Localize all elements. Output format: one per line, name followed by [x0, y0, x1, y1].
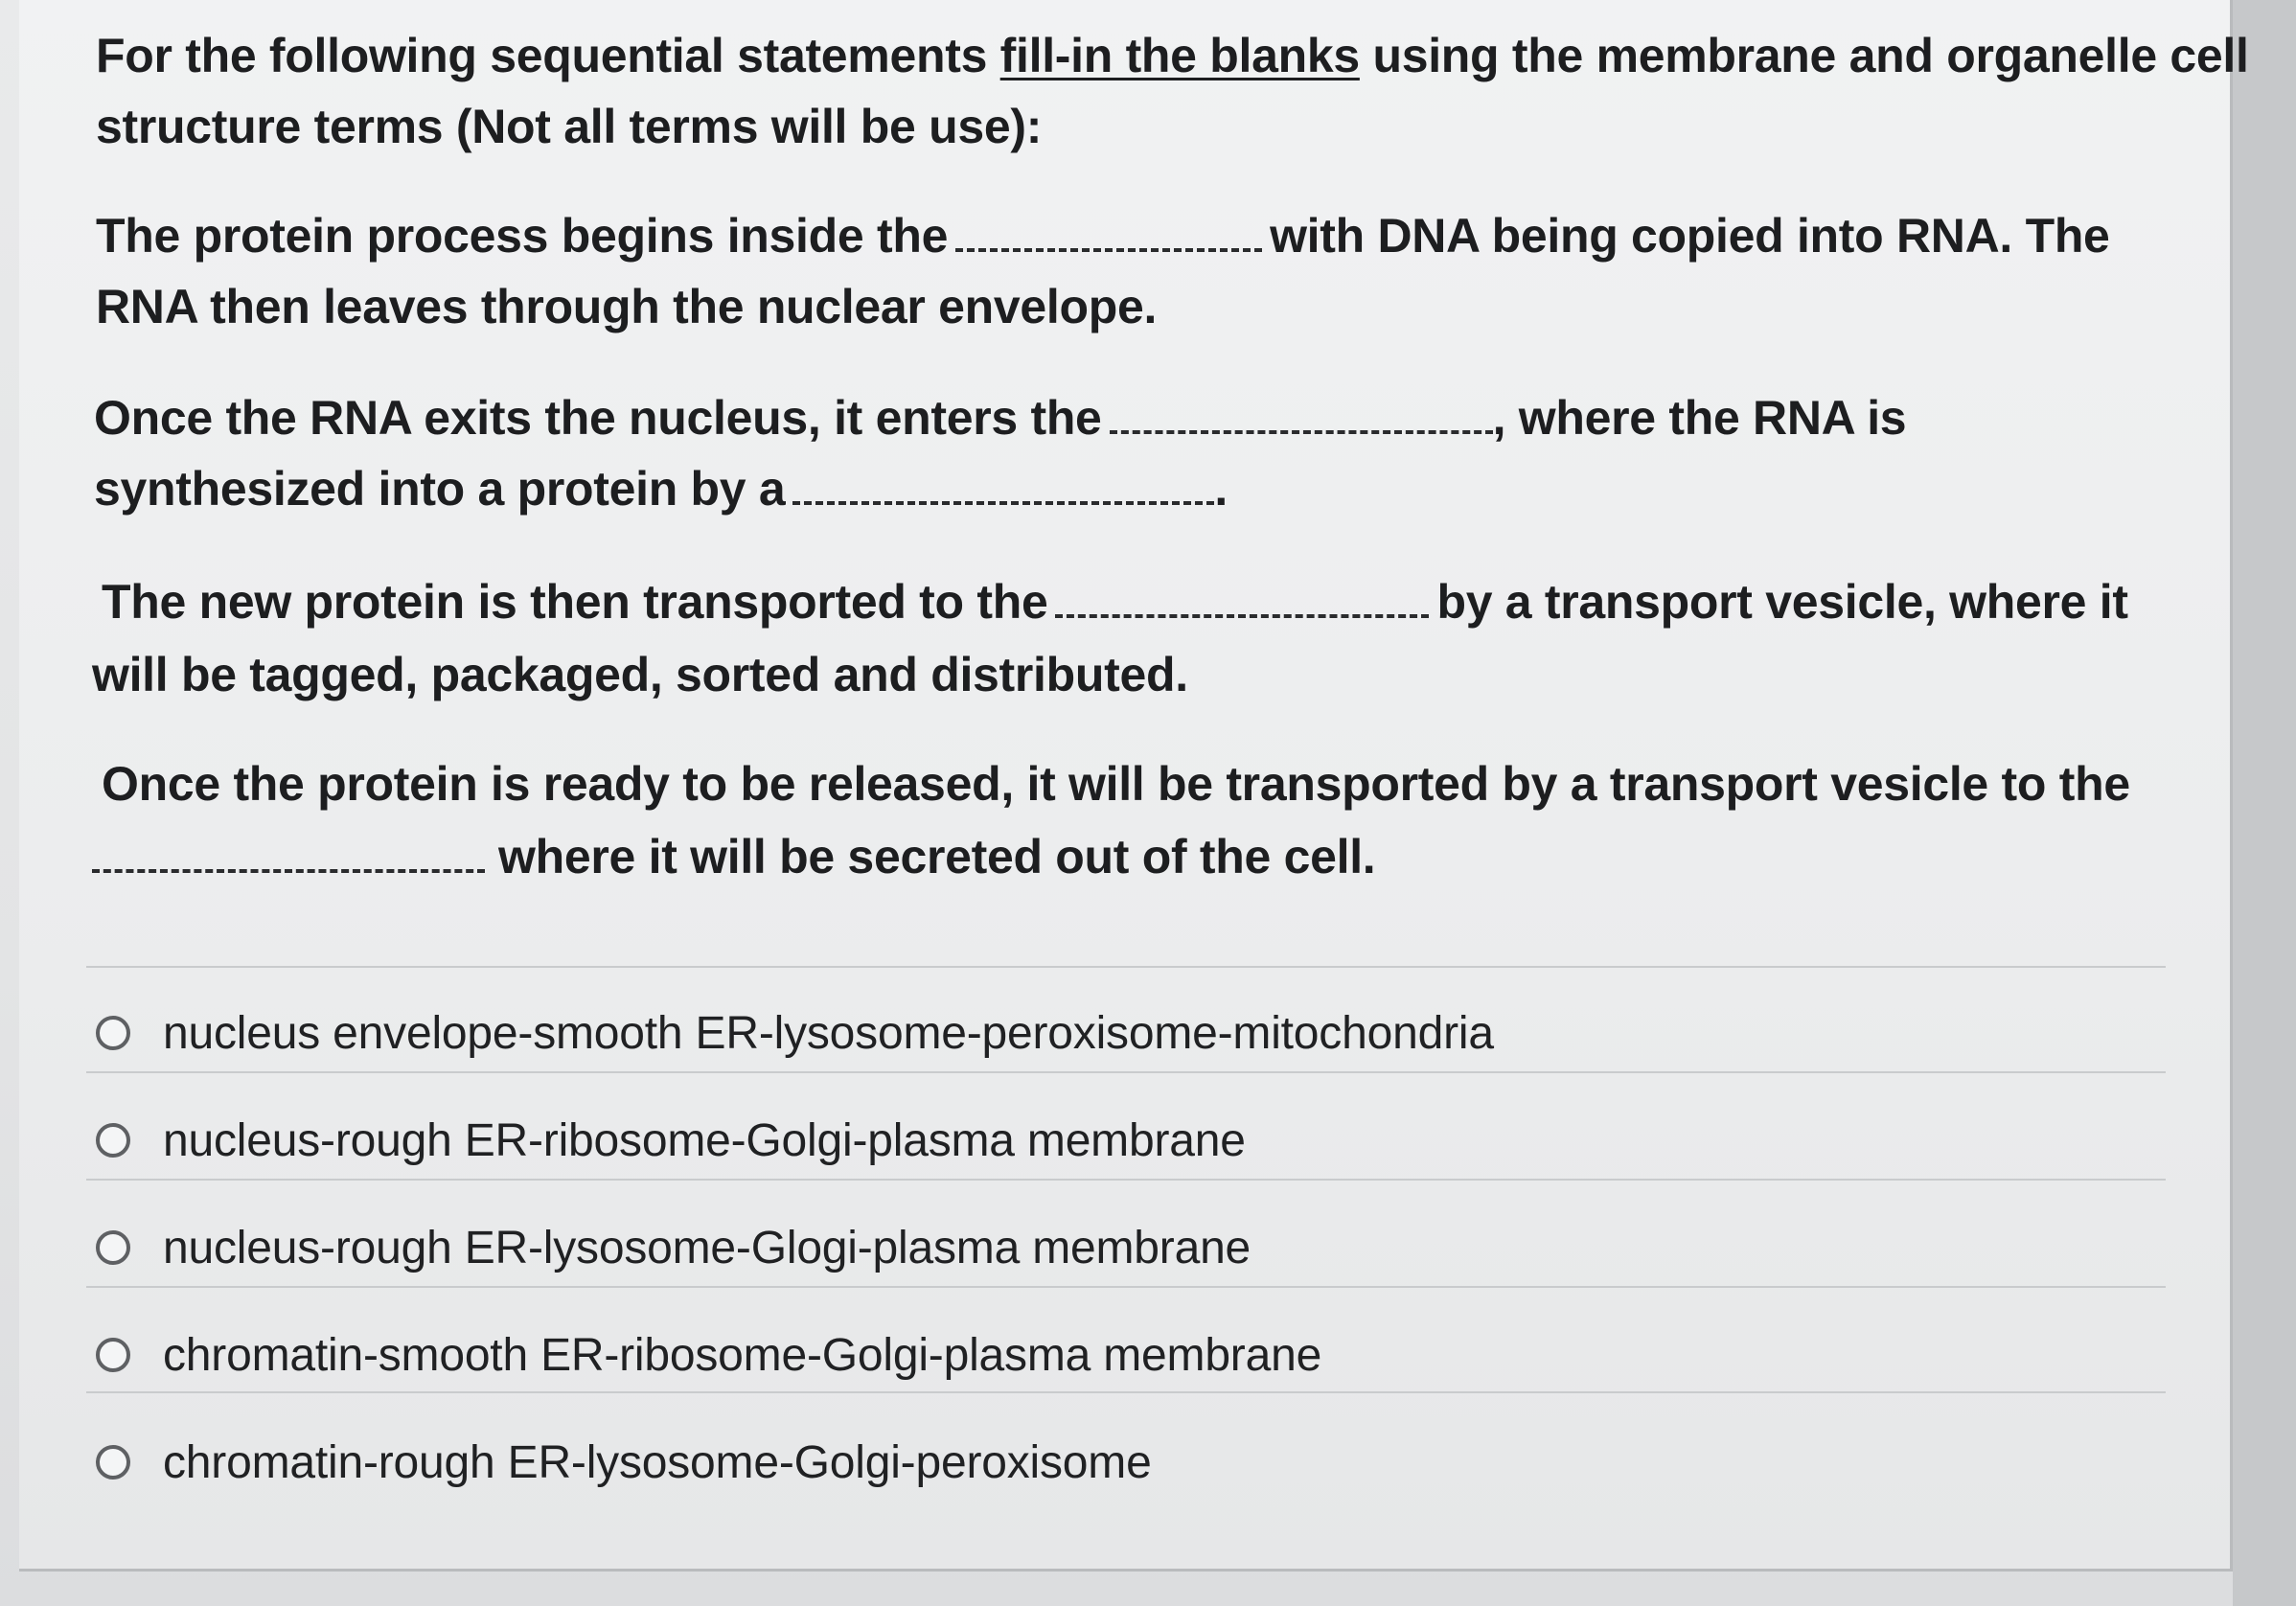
answer-option-label: chromatin-smooth ER-ribosome-Golgi-plasma membrane	[163, 1329, 1322, 1381]
blank-2	[1110, 417, 1493, 434]
statement-1-text-b: with DNA being copied into RNA. The	[1270, 209, 2110, 263]
radio-button-icon[interactable]	[96, 1338, 130, 1372]
answer-option-4[interactable]	[96, 1317, 2108, 1393]
answer-option-label: nucleus-rough ER-ribosome-Golgi-plasma membrane	[163, 1114, 1246, 1166]
answer-option-1[interactable]	[96, 995, 2108, 1071]
radio-button-icon[interactable]	[96, 1445, 130, 1480]
statement-2-line-2	[94, 452, 1228, 525]
statement-2-line-1	[94, 381, 1906, 454]
statement-2-text-c: synthesized into a protein by a	[94, 462, 786, 516]
option-divider	[86, 1071, 2166, 1073]
statement-4-line-1: Once the protein is ready to be released, it will be transported by a transport vesicle to the	[102, 757, 2130, 811]
statement-3-line-1	[102, 565, 2128, 638]
statement-4-line-2	[92, 820, 1375, 893]
intro-underlined-text: fill-in the blanks	[999, 29, 1360, 82]
answer-option-label: nucleus envelope-smooth ER-lysosome-peroxisome-mitochondria	[163, 1007, 1494, 1059]
statement-1-line-2: RNA then leaves through the nuclear envelope.	[96, 280, 1158, 333]
radio-button-icon[interactable]	[96, 1230, 130, 1265]
intro-text-a: For the following sequential statements	[96, 29, 1000, 82]
option-divider	[86, 966, 2166, 968]
blank-5	[92, 856, 485, 873]
statement-3-text-b: by a transport vesicle, where it	[1436, 575, 2128, 629]
right-margin	[2233, 0, 2296, 1606]
statement-2-text-d: .	[1214, 462, 1228, 516]
answer-option-2[interactable]	[96, 1102, 2108, 1179]
question-intro-line-2: structure terms (Not all terms will be use):	[96, 100, 1043, 153]
radio-button-icon[interactable]	[96, 1123, 130, 1158]
blank-4	[1055, 601, 1429, 618]
answer-option-5[interactable]	[96, 1424, 2108, 1501]
statement-2-text-b: , where the RNA is	[1492, 391, 1907, 445]
intro-text-b: using the membrane and organelle cell	[1359, 29, 2249, 82]
statement-4-text-b: where it will be secreted out of the cell.	[498, 830, 1376, 883]
statement-2-text-a: Once the RNA exits the nucleus, it enters the	[94, 391, 1102, 445]
statement-3-line-2: will be tagged, packaged, sorted and distributed.	[92, 648, 1188, 701]
statement-3-text-a: The new protein is then transported to the	[102, 575, 1048, 629]
radio-button-icon[interactable]	[96, 1016, 130, 1050]
option-divider	[86, 1179, 2166, 1181]
answer-option-label: chromatin-rough ER-lysosome-Golgi-peroxisome	[163, 1436, 1152, 1488]
answer-option-3[interactable]	[96, 1209, 2108, 1286]
blank-1	[955, 235, 1262, 252]
statement-1-text-a: The protein process begins inside the	[96, 209, 949, 263]
option-divider	[86, 1286, 2166, 1288]
statement-1-line-1	[96, 199, 2110, 272]
question-intro-line-1	[96, 19, 2249, 92]
blank-3	[792, 488, 1214, 505]
answer-option-label: nucleus-rough ER-lysosome-Glogi-plasma membrane	[163, 1222, 1251, 1273]
